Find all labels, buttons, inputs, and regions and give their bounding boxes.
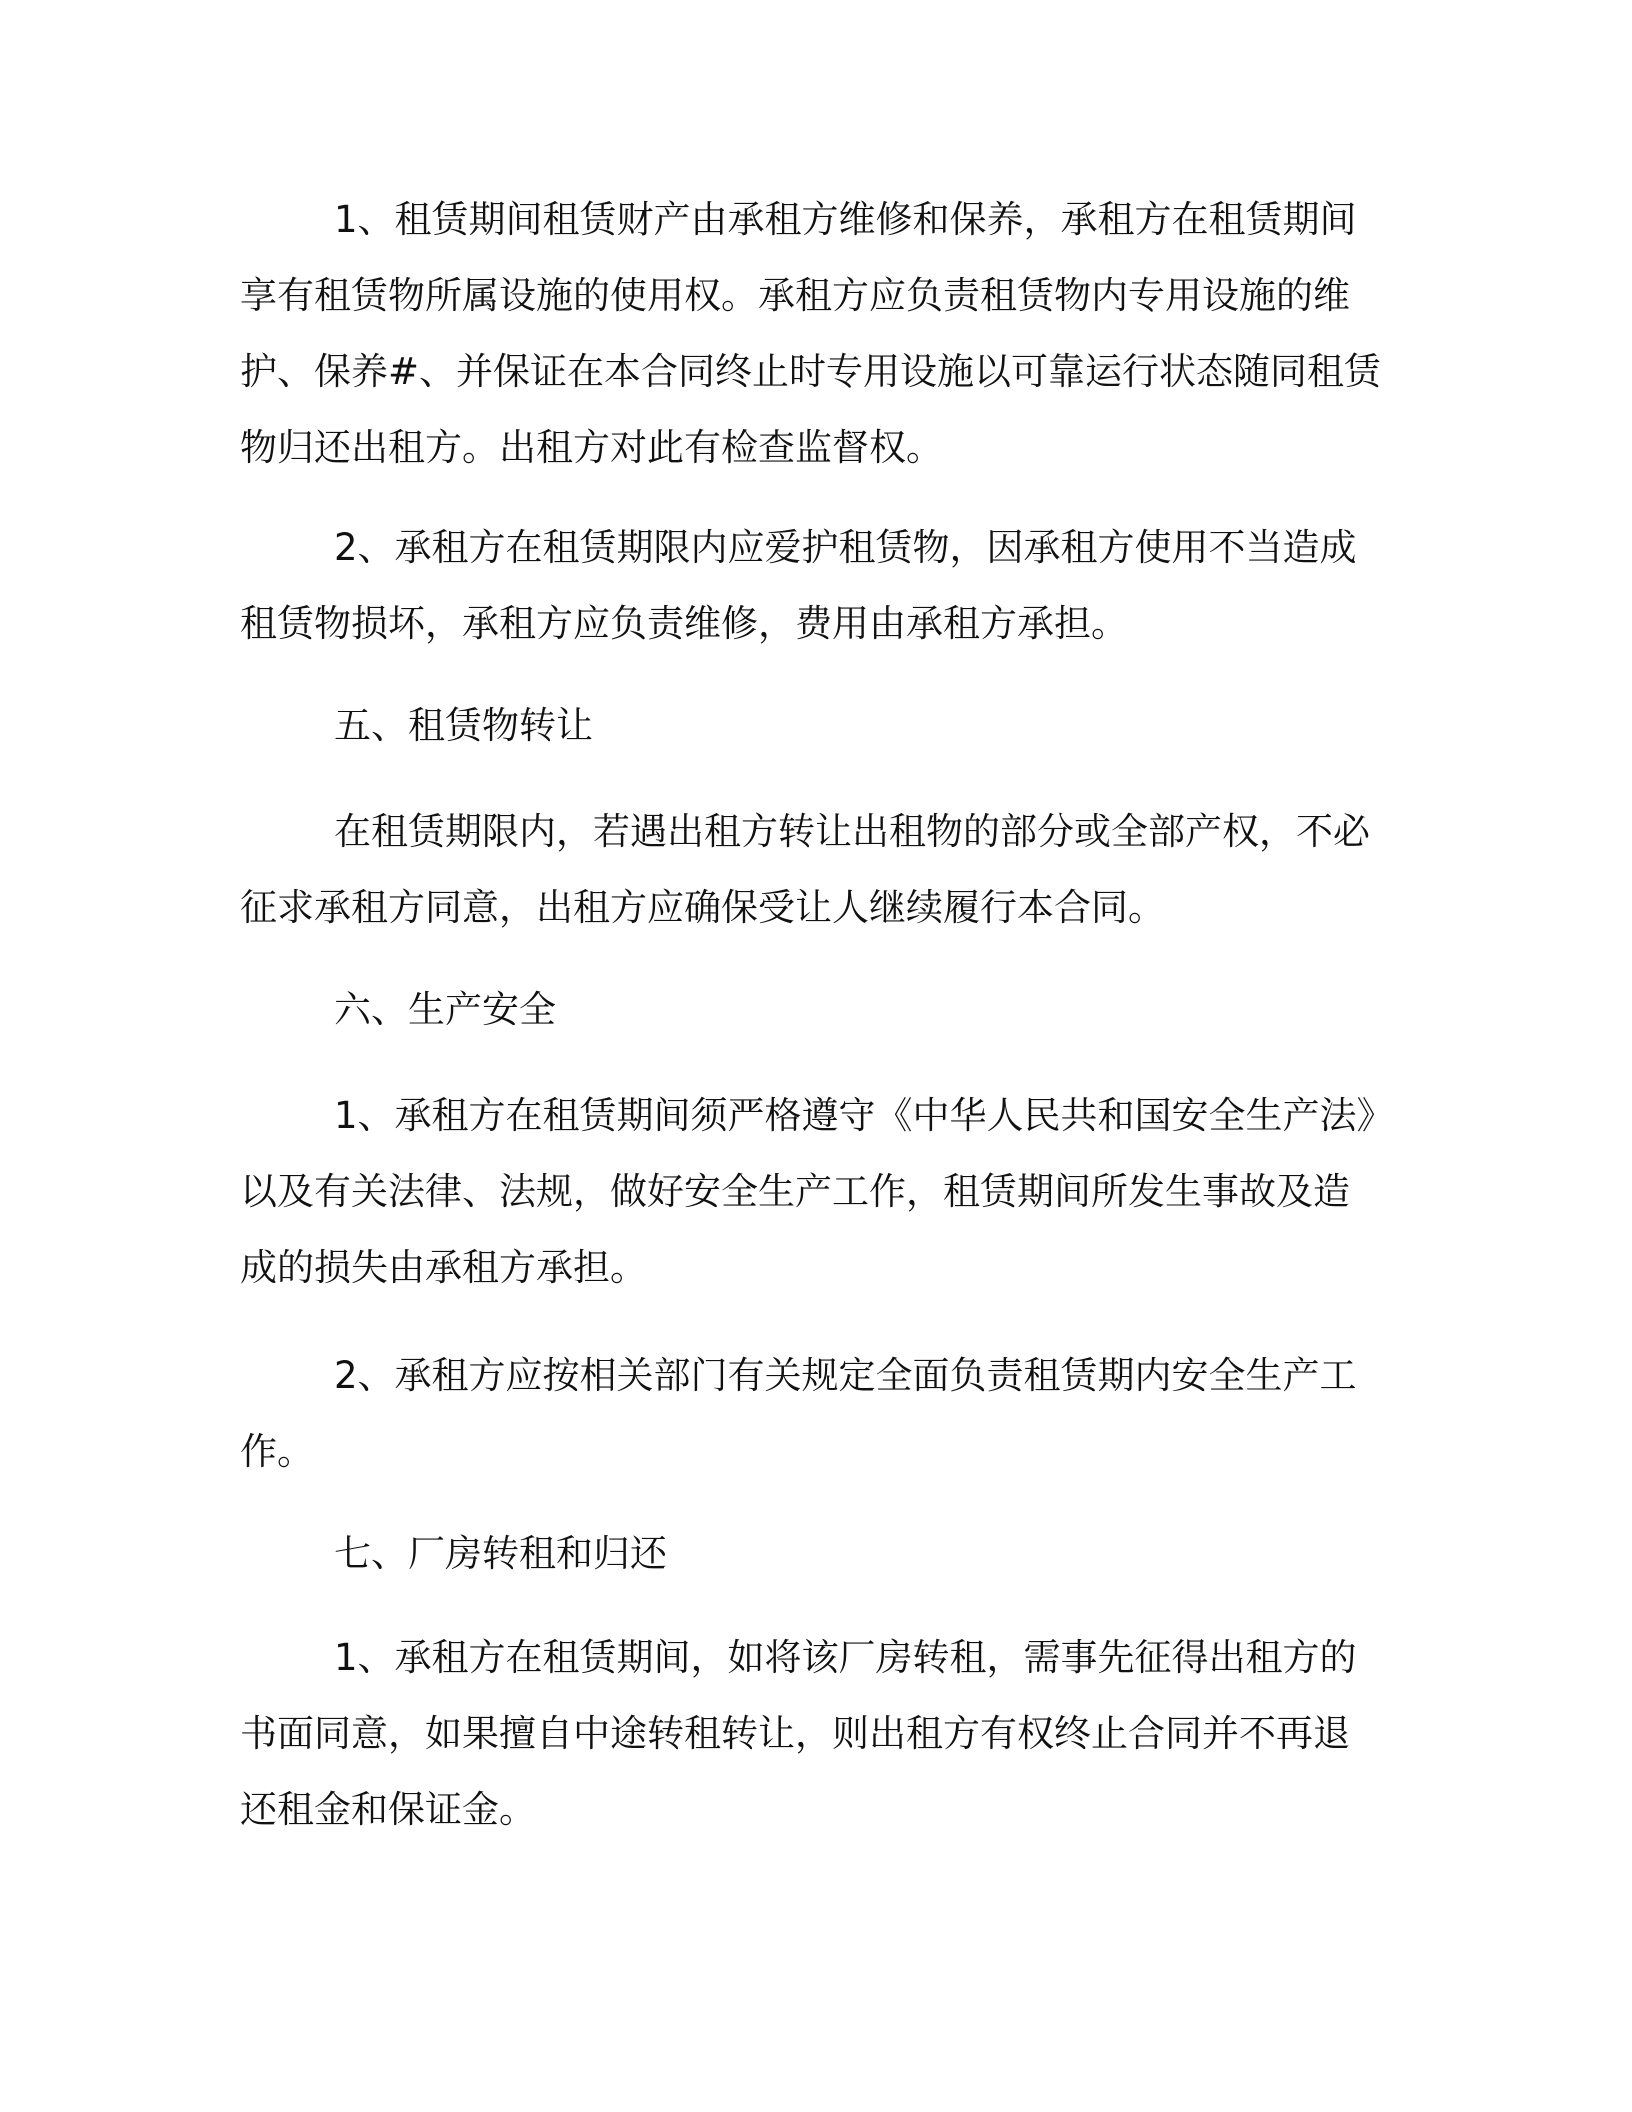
section-heading: 七、厂房转租和归还 [334,1532,667,1575]
text-line: 2、承租方在租赁期限内应爱护租赁物，因承租方使用不当造成 [334,526,1357,569]
text-line: 租赁物损坏，承租方应负责维修，费用由承租方承担。 [240,602,1128,645]
text-line: 还租金和保证金。 [240,1788,536,1831]
text-line: 以及有关法律、法规，做好安全生产工作，租赁期间所发生事故及造 [240,1170,1350,1213]
section-heading: 五、租赁物转让 [334,704,593,747]
text-line: 1、承租方在租赁期间，如将该厂房转租，需事先征得出租方的 [334,1636,1357,1679]
text-line: 物归还出租方。出租方对此有检查监督权。 [240,426,943,469]
text-line: 1、租赁期间租赁财产由承租方维修和保养，承租方在租赁期间 [334,198,1357,241]
text-line: 书面同意，如果擅自中途转租转让，则出租方有权终止合同并不再退 [240,1712,1350,1755]
text-line: 成的损失由承租方承担。 [240,1246,647,1289]
text-line: 在租赁期限内，若遇出租方转让出租物的部分或全部产权，不必 [334,810,1370,853]
text-line: 作。 [240,1430,314,1473]
text-line: 护、保养#、并保证在本合同终止时专用设施以可靠运行状态随同租赁 [240,350,1382,393]
text-line: 享有租赁物所属设施的使用权。承租方应负责租赁物内专用设施的维 [240,274,1350,317]
text-line: 1、承租方在租赁期间须严格遵守《中华人民共和国安全生产法》 [334,1094,1394,1137]
text-line: 征求承租方同意，出租方应确保受让人继续履行本合同。 [240,886,1165,929]
text-line: 2、承租方应按相关部门有关规定全面负责租赁期内安全生产工 [334,1354,1357,1397]
section-heading: 六、生产安全 [334,988,556,1031]
